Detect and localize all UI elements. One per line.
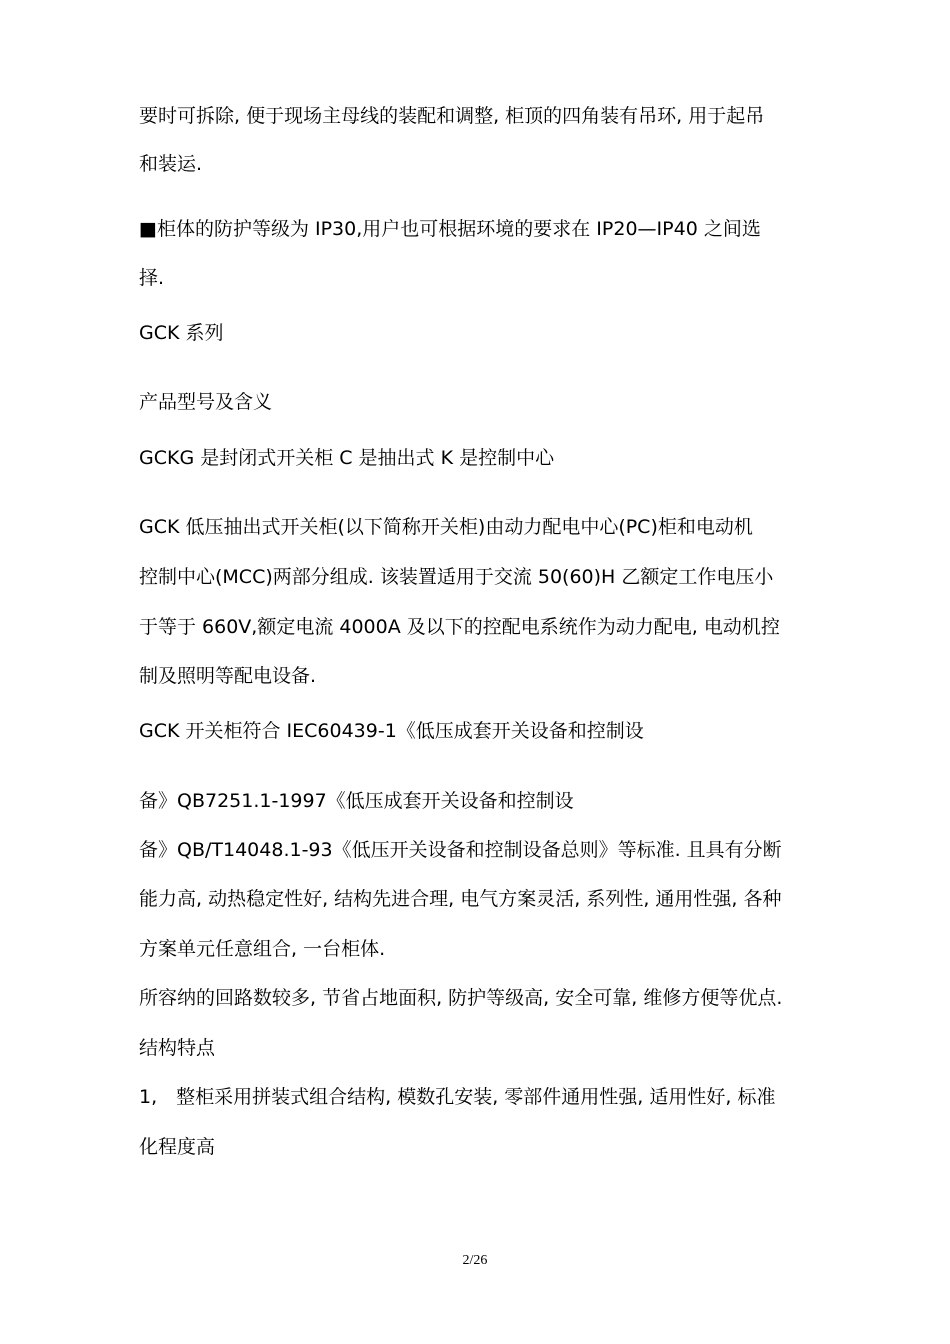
paragraph-line: 所容纳的回路数较多, 节省占地面积, 防护等级高, 安全可靠, 维修方便等优点. <box>139 987 783 1009</box>
paragraph-line: 制及照明等配电设备. <box>139 665 317 687</box>
paragraph-line: 要时可拆除, 便于现场主母线的装配和调整, 柜顶的四角装有吊环, 用于起吊 <box>139 105 765 127</box>
section-heading: 结构特点 <box>139 1037 216 1059</box>
list-item-continuation: 化程度高 <box>139 1136 216 1158</box>
list-item: 1, 整柜采用拼装式组合结构, 模数孔安装, 零部件通用性强, 适用性好, 标准 <box>139 1086 776 1108</box>
paragraph-line: 方案单元任意组合, 一台柜体. <box>139 938 386 960</box>
paragraph-line: GCKG 是封闭式开关柜 C 是抽出式 K 是控制中心 <box>139 447 555 469</box>
paragraph-line: 于等于 660V,额定电流 4000A 及以下的控配电系统作为动力配电, 电动机控 <box>139 616 780 638</box>
section-heading: 产品型号及含义 <box>139 391 273 413</box>
paragraph-line: GCK 低压抽出式开关柜(以下简称开关柜)由动力配电中心(PC)柜和电动机 <box>139 516 753 538</box>
paragraph-line: 和装运. <box>139 153 203 175</box>
paragraph-line: 控制中心(MCC)两部分组成. 该装置适用于交流 50(60)H 乙额定工作电压小 <box>139 566 774 588</box>
paragraph-line: GCK 开关柜符合 IEC60439-1《低压成套开关设备和控制设 <box>139 720 644 742</box>
page-number: 2/26 <box>462 1253 488 1268</box>
paragraph-line: 备》QB7251.1-1997《低压成套开关设备和控制设 <box>139 790 574 812</box>
paragraph-line: 备》QB/T14048.1-93《低压开关设备和控制设备总则》等标准. 且具有分断 <box>139 839 782 861</box>
paragraph-line: ■柜体的防护等级为 IP30,用户也可根据环境的要求在 IP20—IP40 之间选 <box>139 218 761 240</box>
paragraph-line: 择. <box>139 267 165 289</box>
section-heading: GCK 系列 <box>139 322 224 344</box>
paragraph-line: 能力高, 动热稳定性好, 结构先进合理, 电气方案灵活, 系列性, 通用性强, 各种 <box>139 888 782 910</box>
